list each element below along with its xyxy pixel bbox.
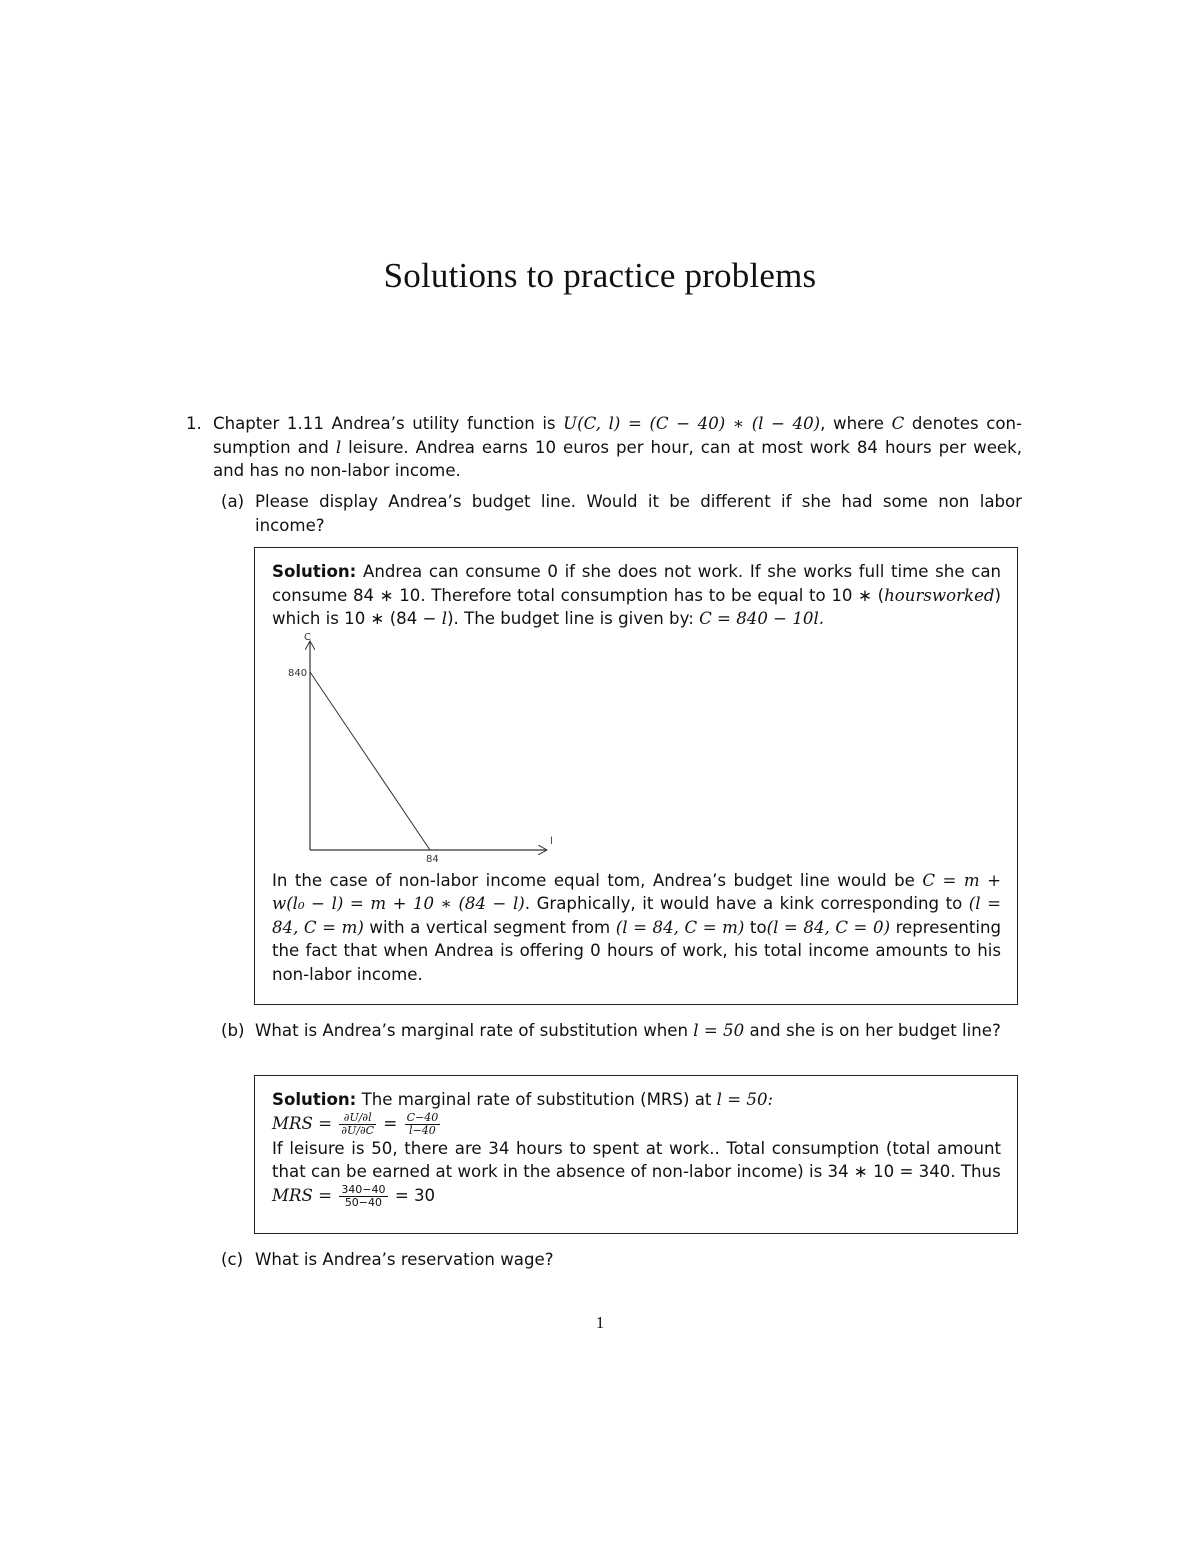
x-axis-label: l: [550, 836, 553, 847]
solution-label: Solution:: [272, 1090, 357, 1109]
part-a: [221, 490, 1022, 537]
problem-text-part: Chapter 1.11 Andrea’s utility function is: [213, 414, 564, 433]
segment-end: (l = 84, C = 0): [766, 917, 891, 937]
part-c-label: (c): [221, 1250, 244, 1269]
solution-a-paragraph: [272, 560, 1001, 631]
budget-line-chart: [276, 628, 576, 868]
equals-sign: =: [383, 1113, 398, 1133]
part-b-question: [255, 1019, 1022, 1043]
math-var-l: l: [441, 609, 448, 628]
solution-text: In the case of non-labor income equal tom, Andrea’s budget line would be: [272, 870, 923, 890]
segment-start: (l = 84, C = m): [615, 917, 745, 937]
fraction-denominator: l−40: [409, 1123, 436, 1137]
fraction-denominator: 50−40: [344, 1195, 383, 1209]
solution-text: ) which is 10 ∗ (84 −: [272, 585, 1001, 628]
leisure-value: l = 50:: [716, 1090, 774, 1109]
mrs-lhs: MRS =: [272, 1185, 333, 1205]
fraction-numerator: 340−40: [341, 1182, 386, 1196]
solution-text: ). The budget line is given by:: [447, 609, 700, 628]
mrs-lhs: MRS =: [272, 1113, 333, 1133]
part-b-label: (b): [221, 1021, 245, 1040]
question-text: and she is on her budget line?: [744, 1021, 1001, 1040]
mrs-result: [272, 1184, 1001, 1209]
part-c: [221, 1248, 1022, 1272]
mrs-result-fraction: [339, 1184, 387, 1209]
nonlabor-paragraph: [272, 869, 1001, 987]
math-var-l: l: [335, 437, 342, 457]
problem-1: [186, 412, 1022, 483]
solution-text: with a vertical segment from: [363, 917, 616, 937]
problem-text-part: , where: [820, 414, 892, 433]
part-c-question: What is Andrea’s reservation wage?: [255, 1250, 554, 1269]
x-tick-label: 84: [426, 854, 439, 865]
part-a-label: (a): [221, 492, 245, 511]
fraction-numerator: C−40: [406, 1110, 439, 1124]
solution-text: Andrea can consume 0 if she does not work. If she works full time she can consume 84 ∗ 10. Therefore total consumption has to be equal to 10 ∗ (: [272, 562, 1001, 605]
leisure-value: l = 50: [693, 1021, 745, 1040]
budget-equation: C = 840 − 10l.: [699, 609, 825, 628]
mrs-fraction-2: [405, 1112, 441, 1137]
solution-b-line1: [272, 1088, 1001, 1112]
part-a-question: Please display Andrea’s budget line. Would it be different if she had some non labor income?: [255, 492, 1022, 535]
solution-b-text: If leisure is 50, there are 34 hours to spent at work.. Total consumption (total amount that can be earned at work in the absence of non-labor income) is 34 ∗ 10 = 340. Thus: [272, 1138, 1001, 1181]
problem-statement: [213, 412, 1022, 483]
solution-text: to: [744, 917, 767, 937]
solution-label: Solution:: [272, 562, 357, 581]
page-title: Solutions to practice problems: [383, 256, 817, 295]
kink-point: (l = 84, C = m): [272, 894, 1001, 937]
solution-text: representing the fact that when Andrea is offering 0 hours of work, his total income amounts to his non-labor income.: [272, 917, 1001, 984]
solution-box-b: [254, 1075, 1018, 1234]
utility-function: U(C, l) = (C − 40) ∗ (l − 40): [563, 414, 821, 433]
mrs-value: = 30: [394, 1185, 436, 1205]
fraction-numerator: ∂U/∂l: [339, 1112, 376, 1125]
math-var-c: C: [891, 414, 905, 433]
question-text: What is Andrea’s marginal rate of substitution when: [255, 1021, 694, 1040]
budget-line: [310, 672, 430, 850]
y-tick-label: 840: [288, 668, 308, 679]
problem-text-part: leisure. Andrea earns 10 euros per hour, can at most work 84 hours per week, and has no non-labor income.: [213, 437, 1023, 480]
page-number: 1: [595, 1313, 605, 1332]
fraction-denominator: ∂U/∂C: [341, 1123, 375, 1137]
solution-text: Graphically, it would have a kink corresponding to: [530, 894, 969, 913]
nonlabor-equation: C = m + w(l₀ − l) = m + 10 ∗ (84 − l).: [272, 870, 1001, 913]
math-hours-worked: hoursworked: [884, 585, 995, 605]
budget-line-svg: [276, 628, 576, 868]
problem-number: 1.: [186, 414, 202, 433]
mrs-fraction-1: [339, 1112, 376, 1137]
y-axis-label: C: [304, 632, 311, 643]
part-b: [221, 1019, 1022, 1043]
solution-text: The marginal rate of substitution (MRS) at: [356, 1090, 717, 1109]
mrs-formula: [272, 1112, 1001, 1137]
problem-text-part: denotes con-sumption and: [213, 414, 1022, 457]
